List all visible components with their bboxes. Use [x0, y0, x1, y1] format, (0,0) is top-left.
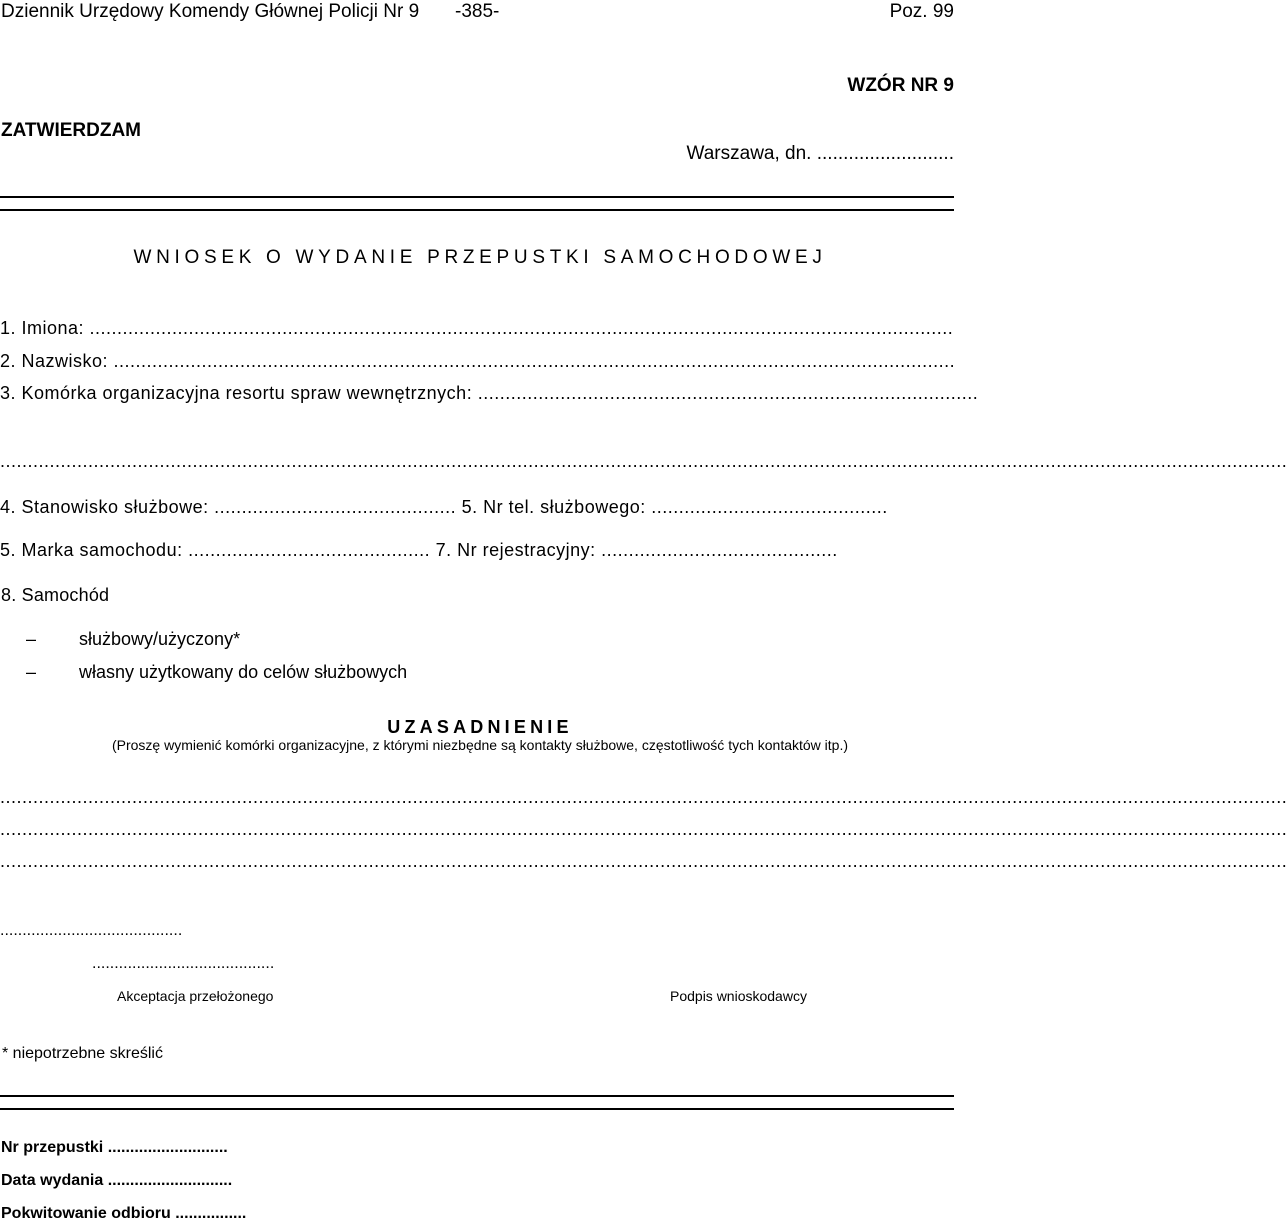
vehicle-option-private: własny użytkowany do celów służbowych — [79, 662, 408, 682]
applicant-signature-label: Podpis wnioskodawcy — [670, 988, 807, 1004]
vehicle-label: 8. Samochód — [1, 585, 110, 605]
double-rule-bottom-2 — [0, 1108, 954, 1110]
pass-number-field: Nr przepustki ........................... — [1, 1139, 228, 1156]
unit-field: 3. Komórka organizacyjna resortu spraw wewnętrznych: ........................................................................................... — [0, 383, 979, 403]
page-number: -385- — [455, 1, 500, 22]
publication-title: Dziennik Urzędowy Komendy Głównej Policji Nr 9 — [1, 1, 420, 22]
car-registration-field: 5. Marka samochodu: ............................................ 7. Nr rejestracyjny: ........................................... — [0, 540, 838, 560]
approval-label: ZATWIERDZAM — [1, 120, 142, 141]
double-rule-top-2 — [0, 209, 954, 211]
vehicle-option-official: służbowy/użyczony* — [79, 629, 241, 649]
applicant-signature-dots: ......................................... — [92, 955, 275, 972]
first-names-field: 1. Imiona: ............................................................................................................................................................. — [0, 318, 954, 338]
surname-field: 2. Nazwisko: ......................................................................................................................................................... — [0, 351, 956, 371]
double-rule-top-1 — [0, 196, 954, 198]
justification-line: .......................................................................................................................................................................................................................................... — [0, 787, 1287, 807]
position-phone-field: 4. Stanowisko służbowe: ............................................ 5. Nr tel. służbowego: ........................................... — [0, 497, 888, 517]
unit-field-continued: .......................................................................................................................................................................................................................................... — [0, 451, 1287, 471]
justification-line: .......................................................................................................................................................................................................................................... — [0, 819, 1287, 839]
option-dash: – — [26, 662, 37, 682]
approval-signature-label: Akceptacja przełożonego — [117, 988, 274, 1004]
document-title: WNIOSEK O WYDANIE PRZEPUSTKI SAMOCHODOWEJ — [133, 247, 827, 268]
form-number: WZÓR NR 9 — [847, 75, 954, 96]
double-rule-bottom-1 — [0, 1095, 954, 1097]
position-number: Poz. 99 — [889, 1, 954, 22]
receipt-field: Pokwitowanie odbioru ................ — [1, 1205, 247, 1222]
justification-line: .......................................................................................................................................................................................................................................... — [0, 851, 1287, 871]
justification-title: UZASADNIENIE — [387, 717, 573, 737]
footnote: * niepotrzebne skreślić — [2, 1045, 163, 1062]
place-date-field: Warszawa, dn. .......................... — [686, 143, 954, 164]
approval-signature-dots: ......................................... — [0, 922, 183, 939]
justification-note: (Proszę wymienić komórki organizacyjne, z którymi niezbędne są kontakty służbowe, częstotliwość tych kontaktów itp.) — [111, 737, 849, 753]
option-dash: – — [26, 629, 37, 649]
issue-date-field: Data wydania ............................ — [1, 1172, 233, 1189]
